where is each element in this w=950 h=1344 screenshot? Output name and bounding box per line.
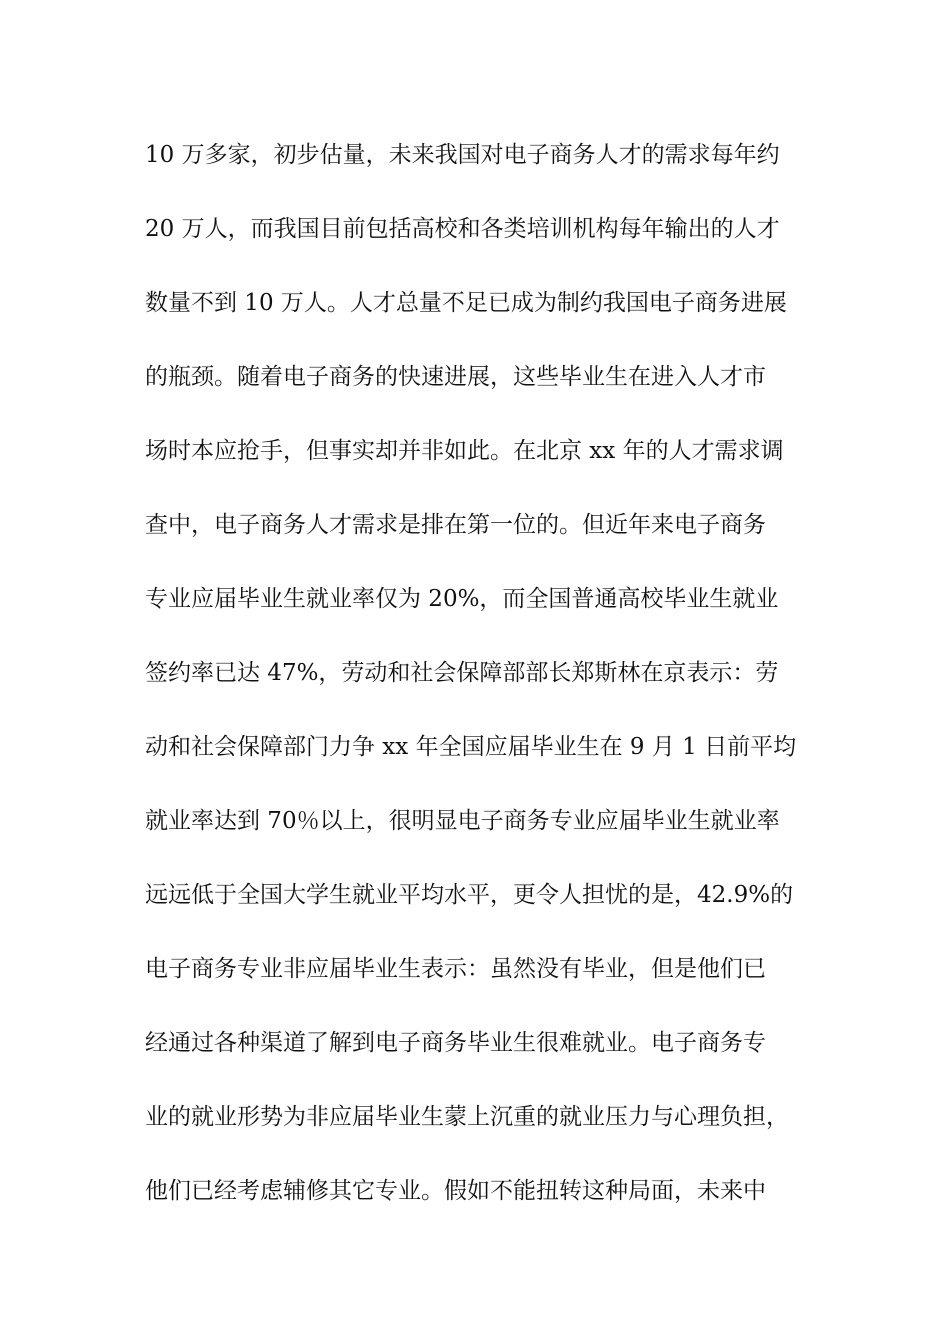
text-line: 的瓶颈。随着电子商务的快速进展，这些毕业生在进入人才市 xyxy=(145,364,766,390)
text-line: 查中，电子商务人才需求是排在第一位的。但近年来电子商务 xyxy=(145,512,766,538)
text-line: 10 万多家，初步估量，未来我国对电子商务人才的需求每年约 xyxy=(145,142,780,168)
text-line: 场时本应抢手，但事实却并非如此。在北京 xx 年的人才需求调 xyxy=(145,438,784,464)
text-line: 远远低于全国大学生就业平均水平，更令人担忧的是，42.9%的 xyxy=(145,882,794,908)
text-line: 专业应届毕业生就业率仅为 20%，而全国普通高校毕业生就业 xyxy=(145,586,779,612)
text-line: 他们已经考虑辅修其它专业。假如不能扭转这种局面，未来中 xyxy=(145,1178,766,1204)
text-line: 电子商务专业非应届毕业生表示：虽然没有毕业，但是他们已 xyxy=(145,956,766,982)
text-line: 就业率达到 70％以上，很明显电子商务专业应届毕业生就业率 xyxy=(145,808,780,834)
text-line: 业的就业形势为非应届毕业生蒙上沉重的就业压力与心理负担， xyxy=(145,1104,789,1130)
text-line: 动和社会保障部门力争 xx 年全国应届毕业生在 9 月 1 日前平均 xyxy=(145,734,797,760)
body-text xyxy=(145,132,825,1242)
text-line: 经通过各种渠道了解到电子商务毕业生很难就业。电子商务专 xyxy=(145,1030,766,1056)
text-line: 签约率已达 47%，劳动和社会保障部部长郑斯林在京表示：劳 xyxy=(145,660,779,686)
text-line: 数量不到 10 万人。人才总量不足已成为制约我国电子商务进展 xyxy=(145,290,787,316)
text-line: 20 万人，而我国目前包括高校和各类培训机构每年输出的人才 xyxy=(145,216,780,242)
